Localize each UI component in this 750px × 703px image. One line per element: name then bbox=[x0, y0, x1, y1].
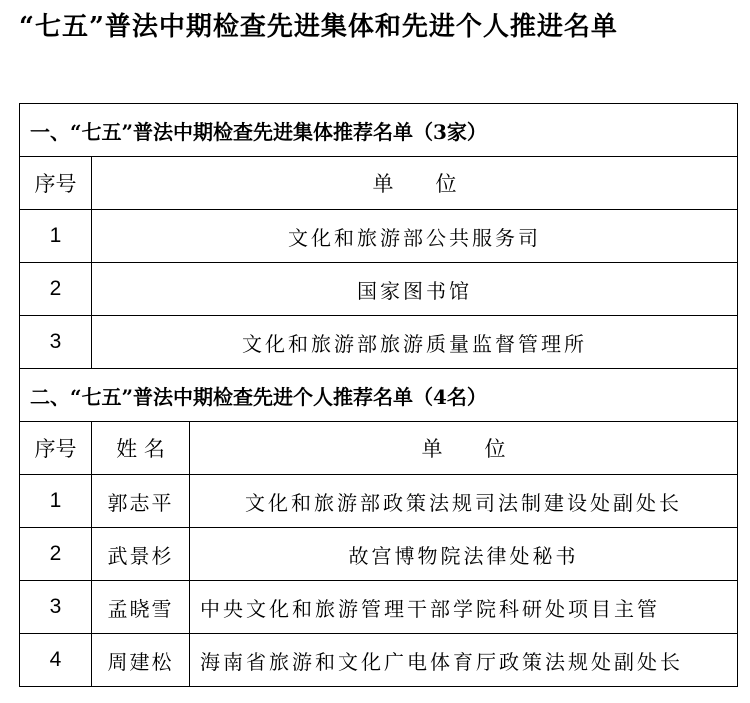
row-number: 1 bbox=[20, 475, 92, 528]
unit-cell: 文化和旅游部旅游质量监督管理所 bbox=[92, 316, 738, 369]
table-row bbox=[20, 634, 738, 687]
row-number: 3 bbox=[20, 316, 92, 369]
section2-heading-row bbox=[20, 369, 738, 422]
nomination-table bbox=[19, 103, 738, 687]
table-row bbox=[20, 316, 738, 369]
section2-col-name: 姓 名 bbox=[92, 422, 190, 475]
unit-cell: 海南省旅游和文化广电体育厅政策法规处副处长 bbox=[190, 634, 738, 687]
row-number: 4 bbox=[20, 634, 92, 687]
person-name: 郭志平 bbox=[92, 475, 190, 528]
table-row bbox=[20, 528, 738, 581]
row-number: 3 bbox=[20, 581, 92, 634]
unit-cell: 国家图书馆 bbox=[92, 263, 738, 316]
person-name: 孟晓雪 bbox=[92, 581, 190, 634]
row-number: 1 bbox=[20, 210, 92, 263]
section2-header-row bbox=[20, 422, 738, 475]
section1-col-no: 序号 bbox=[20, 157, 92, 210]
page-title: “七五”普法中期检查先进集体和先进个人推进名单 bbox=[19, 12, 618, 42]
section1-col-unit: 单 位 bbox=[92, 157, 738, 210]
section2-col-unit: 单 位 bbox=[190, 422, 738, 475]
row-number: 2 bbox=[20, 263, 92, 316]
section1-header-row bbox=[20, 157, 738, 210]
table-row bbox=[20, 210, 738, 263]
section1-heading-row bbox=[20, 104, 738, 157]
unit-cell: 文化和旅游部政策法规司法制建设处副处长 bbox=[190, 475, 738, 528]
person-name: 武景杉 bbox=[92, 528, 190, 581]
unit-cell: 文化和旅游部公共服务司 bbox=[92, 210, 738, 263]
unit-cell: 故宫博物院法律处秘书 bbox=[190, 528, 738, 581]
section1-heading: 一、“七五”普法中期检查先进集体推荐名单（3家） bbox=[20, 104, 738, 157]
table-row bbox=[20, 263, 738, 316]
table-row bbox=[20, 581, 738, 634]
person-name: 周建松 bbox=[92, 634, 190, 687]
unit-cell: 中央文化和旅游管理干部学院科研处项目主管 bbox=[190, 581, 738, 634]
section2-col-no: 序号 bbox=[20, 422, 92, 475]
row-number: 2 bbox=[20, 528, 92, 581]
table-row bbox=[20, 475, 738, 528]
section2-heading: 二、“七五”普法中期检查先进个人推荐名单（4名） bbox=[20, 369, 738, 422]
